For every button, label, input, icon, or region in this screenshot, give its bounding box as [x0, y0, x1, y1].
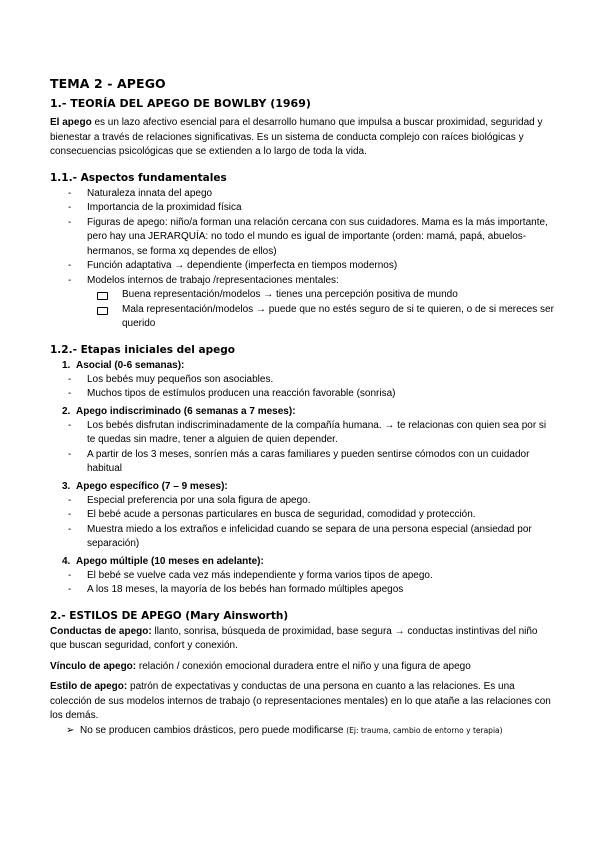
section-1-heading: 1.- TEORÍA DEL APEGO DE BOWLBY (1969): [50, 97, 311, 110]
stage-number: 2.: [62, 405, 71, 417]
stage-title-text: Apego específico (7 – 9 meses):: [76, 480, 228, 492]
stage-title-text: Apego múltiple (10 meses en adelante):: [76, 555, 264, 567]
stage-number: 1.: [62, 359, 71, 371]
stage-number: 3.: [62, 480, 71, 492]
intro-text: es un lazo afectivo esencial para el desarrollo humano que impulsa a buscar proximidad, seguridad y bienestar a través de relaciones significativas. Es un sistema de conducta complejo con raíces biológicas y consecuencias psicológicas que se extienden a lo largo de toda la vida.: [50, 117, 543, 157]
list-item: - Los bebés disfrutan indiscriminadamente de la compañía humana. → te relacionas con quien sea por si te quedas sin madre, tener a alguien de quien depender.: [50, 419, 555, 448]
stage-4-list: [50, 569, 555, 598]
arrow-bullet-note: (Ej: trauma, cambio de entorno y terapia): [346, 725, 503, 735]
vinculo-term: Vínculo de apego:: [50, 660, 137, 672]
section-2-heading: 2.- ESTILOS DE APEGO (Mary Ainsworth): [50, 609, 289, 622]
list-item: - Muchos tipos de estímulos producen una reacción favorable (sonrisa): [50, 387, 555, 402]
arrow-bullet-icon: ➢: [66, 724, 75, 736]
conductas-text: llanto, sonrisa, búsqueda de proximidad, base segura → conductas instintivas del niño que buscan seguridad, confort y conexión.: [50, 625, 538, 651]
document-title: TEMA 2 - APEGO: [50, 76, 166, 91]
list-item: - Importancia de la proximidad física: [50, 201, 555, 216]
list-item: - El bebé acude a personas particulares en busca de seguridad, comodidad y protección.: [50, 508, 555, 523]
aspects-list: [50, 187, 555, 289]
stage-4-title: [62, 555, 555, 569]
list-item: - Función adaptativa → dependiente (imperfecta en tiempos modernos): [50, 259, 555, 274]
conductas-term: Conductas de apego:: [50, 625, 152, 637]
list-item: - Especial preferencia por una sola figura de apego.: [50, 494, 555, 509]
stage-2-list: [50, 419, 555, 477]
arrow-bullet-item: [50, 724, 555, 739]
list-item: - Muestra miedo a los extraños e infelicidad cuando se separa de una persona especial (ansiedad por separación): [50, 523, 555, 552]
section-1-intro: [50, 116, 555, 160]
list-item: - A los 18 meses, la mayoría de los bebés han formado múltiples apegos: [50, 583, 555, 598]
sub-list-item: Mala representación/modelos → puede que no estés seguro de si te quieren, o de si mereces ser querido: [50, 303, 555, 332]
list-item: - Modelos internos de trabajo /representaciones mentales:: [50, 274, 555, 289]
stage-title-text: Asocial (0-6 semanas):: [76, 359, 185, 371]
stage-3-list: [50, 494, 555, 552]
stage-number: 4.: [62, 555, 71, 567]
document-page: [50, 76, 555, 738]
list-item: - El bebé se vuelve cada vez más independiente y forma varios tipos de apego.: [50, 569, 555, 584]
list-item: - Naturaleza innata del apego: [50, 187, 555, 202]
models-sublist: [50, 288, 555, 332]
estilo-term: Estilo de apego:: [50, 681, 128, 692]
estilo-text: patrón de expectativas y conductas de una persona en cuanto a las relaciones. Es una colección de sus modelos internos de trabajo (o representaciones mentales) en lo que atañe a las relaciones con los demás.: [50, 681, 551, 721]
stage-title-text: Apego indiscriminado (6 semanas a 7 meses):: [76, 405, 296, 417]
arrow-bullet-text: No se producen cambios drásticos, pero puede modificarse: [80, 724, 347, 736]
stage-2-title: [62, 405, 555, 419]
list-item: - A partir de los 3 meses, sonríen más a caras familiares y pueden sentirse cómodos con un cuidador habitual: [50, 448, 555, 477]
vinculo-text: relación / conexión emocional duradera entre el niño y una figura de apego: [136, 660, 471, 672]
intro-bold-term: El apego: [50, 117, 92, 128]
sub-list-item: Buena representación/modelos → tienes una percepción positiva de mundo: [50, 288, 555, 303]
list-item: - Los bebés muy pequeños son asociables.: [50, 373, 555, 388]
conductas-paragraph: [50, 625, 555, 654]
estilo-paragraph: [50, 680, 555, 724]
list-item: - Figuras de apego: niño/a forman una relación cercana con sus cuidadores. Mama es la más importante, pero hay una JERARQUÍA: no todo el mundo es igual de importante (orden: mamá, papá, abuelos-hermanos, se forma xq dependes de ellos): [50, 216, 555, 260]
stage-1-list: [50, 373, 555, 402]
stage-3-title: [62, 480, 555, 494]
vinculo-paragraph: [50, 660, 555, 675]
stage-1-title: [62, 359, 555, 373]
section-1-1-heading: 1.1.- Aspectos fundamentales: [50, 171, 227, 184]
section-1-2-heading: 1.2.- Etapas iniciales del apego: [50, 343, 235, 356]
